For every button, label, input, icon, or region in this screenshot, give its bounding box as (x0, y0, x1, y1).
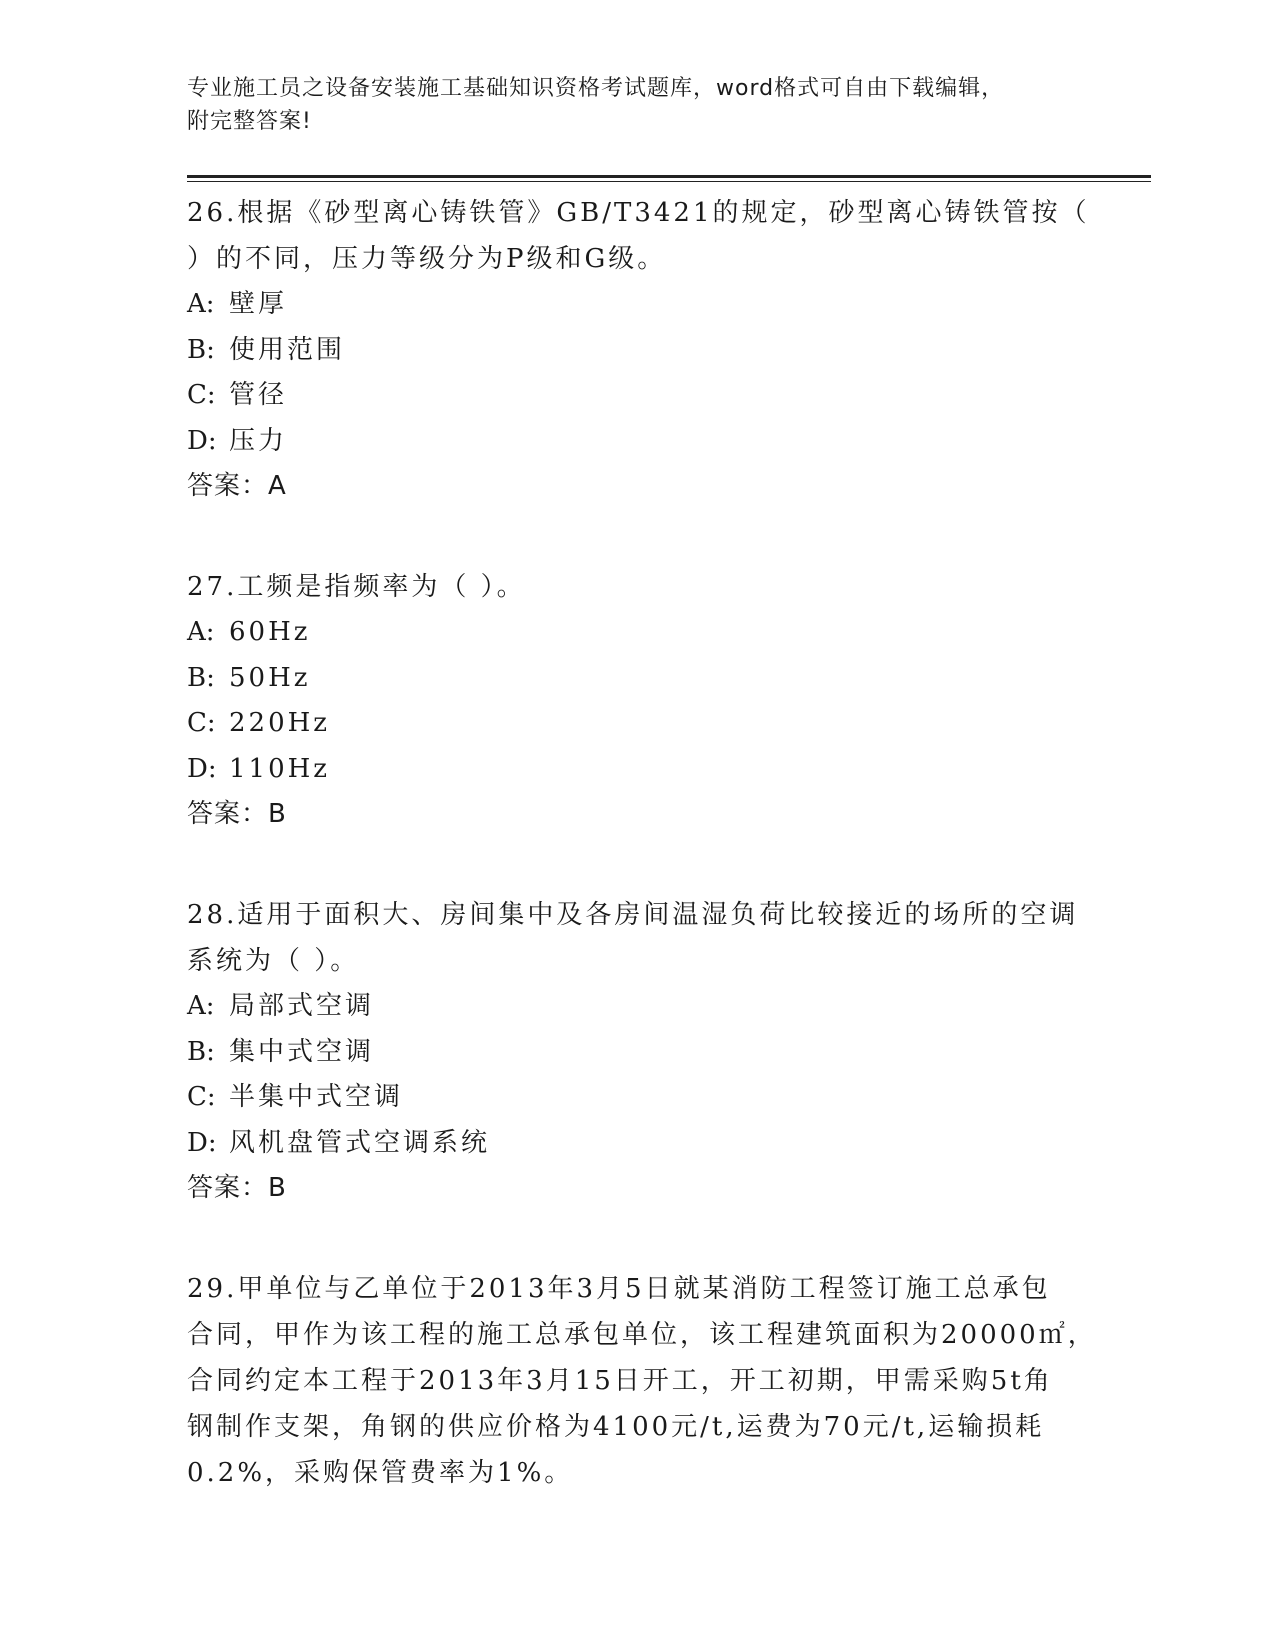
option-text: 半集中式空调 (229, 1082, 404, 1112)
option-text: 壁厚 (229, 289, 288, 319)
question-stem-line: 0.2%，采购保管费率为1%。 (187, 1458, 574, 1488)
option-a (187, 282, 1087, 328)
option-c (187, 701, 1087, 747)
question-stem-line: ）的不同，压力等级分为P级和G级。 (187, 244, 667, 274)
option-c (187, 1075, 1087, 1121)
option-text: 风机盘管式空调系统 (229, 1127, 491, 1158)
question-list (187, 190, 1097, 1552)
option-letter: C: (187, 708, 216, 738)
option-text: 使用范围 (229, 334, 346, 365)
option-letter: A: (187, 289, 215, 319)
header-divider-thick (187, 175, 1151, 178)
document-header (187, 72, 1147, 138)
option-c (187, 373, 1087, 419)
option-letter: C: (187, 380, 216, 410)
option-text: 220Hz (229, 708, 330, 738)
option-text: 局部式空调 (229, 991, 375, 1021)
option-text: 压力 (229, 425, 288, 456)
answer-line: 答案：B (187, 799, 287, 829)
option-letter: A: (187, 617, 215, 647)
option-letter: D: (187, 425, 217, 456)
header-line-2: 附完整答案! (187, 109, 312, 134)
option-letter: D: (187, 753, 217, 784)
question-27 (187, 564, 1087, 836)
question-stem-line: 28.适用于面积大、房间集中及各房间温湿负荷比较接近的场所的空调 (187, 900, 1079, 930)
question-stem-line: 合同约定本工程于2013年3月15日开工，开工初期，甲需采购5t角 (187, 1366, 1053, 1396)
option-b (187, 328, 1087, 374)
option-d (187, 747, 1087, 793)
question-28 (187, 892, 1087, 1210)
question-stem-line: 27.工频是指频率为（ ）。 (187, 572, 526, 602)
option-letter: B: (187, 334, 215, 365)
option-d (187, 1121, 1087, 1167)
option-letter: C: (187, 1082, 216, 1112)
option-letter: B: (187, 1036, 215, 1067)
question-stem-line: 合同，甲作为该工程的施工总承包单位，该工程建筑面积为20000㎡， (187, 1320, 1097, 1350)
header-divider-thin (187, 181, 1151, 182)
option-text: 集中式空调 (229, 1036, 375, 1067)
option-letter: A: (187, 991, 215, 1021)
option-text: 110Hz (229, 753, 330, 784)
option-letter: D: (187, 1127, 217, 1158)
option-d (187, 419, 1087, 465)
option-a (187, 984, 1087, 1030)
option-b (187, 656, 1087, 702)
option-b (187, 1030, 1087, 1076)
question-stem-line: 26.根据《砂型离心铸铁管》GB/T3421的规定，砂型离心铸铁管按（ (187, 198, 1090, 228)
question-29 (187, 1266, 1097, 1496)
option-text: 管径 (229, 380, 288, 410)
option-text: 60Hz (229, 617, 311, 647)
answer-line: 答案：B (187, 1173, 287, 1203)
question-stem-line: 钢制作支架，角钢的供应价格为4100元/t,运费为70元/t,运输损耗 (187, 1412, 1045, 1442)
question-stem-line: 29.甲单位与乙单位于2013年3月5日就某消防工程签订施工总承包 (187, 1274, 1051, 1304)
option-text: 50Hz (229, 662, 311, 693)
option-a (187, 610, 1087, 656)
option-letter: B: (187, 662, 215, 693)
answer-line: 答案：A (187, 471, 287, 501)
question-stem-line: 系统为（ ）。 (187, 946, 360, 976)
header-line-1: 专业施工员之设备安装施工基础知识资格考试题库，word格式可自由下载编辑， (187, 76, 1005, 101)
question-26 (187, 190, 1090, 508)
